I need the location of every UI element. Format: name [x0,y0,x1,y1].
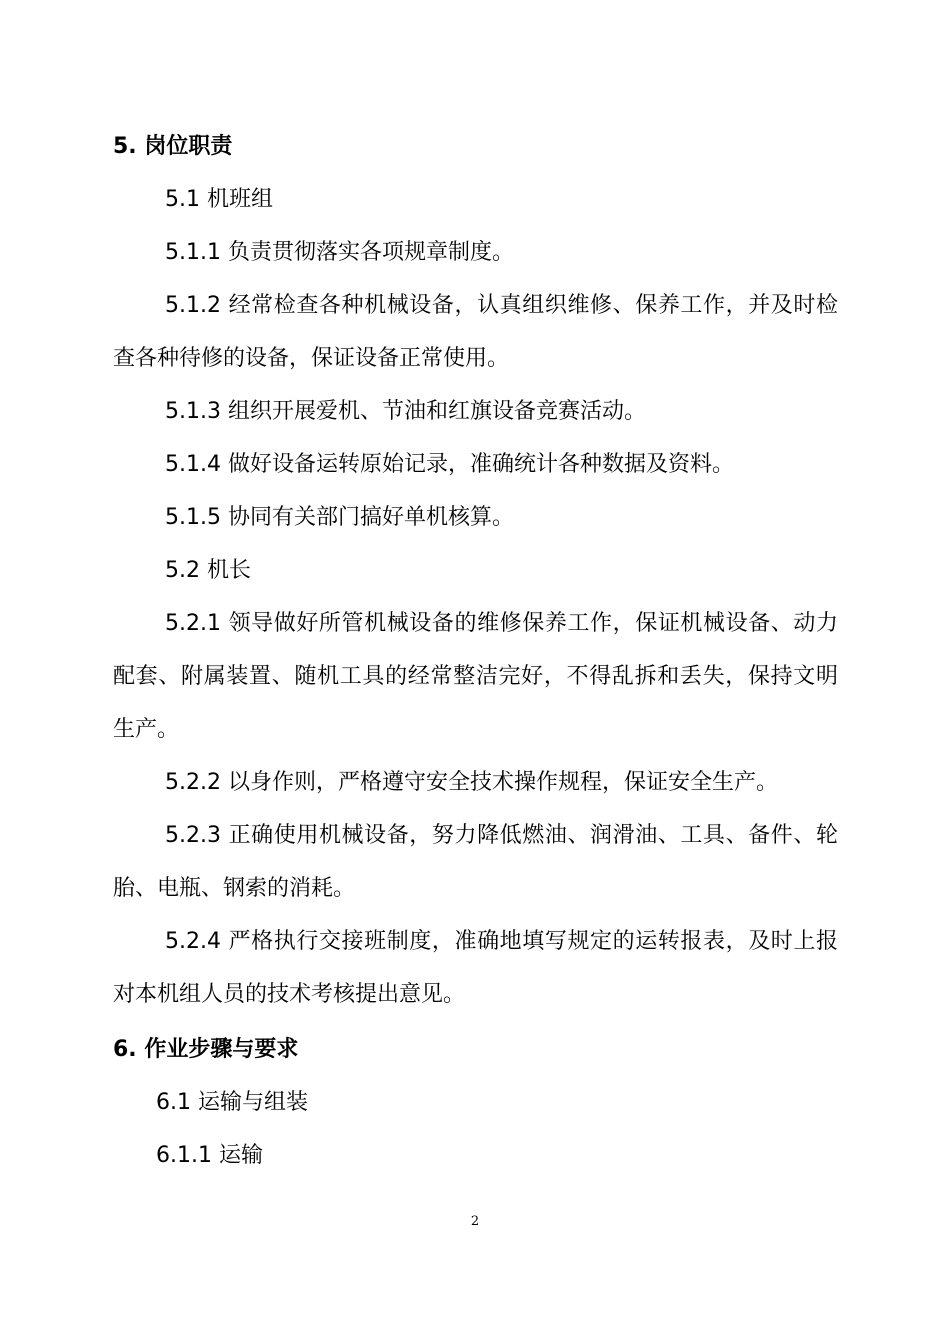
paragraph-5-1-1: 5.1.1 负责贯彻落实各项规章制度。 [165,240,514,265]
paragraph-5-2-1-line-1: 5.2.1 领导做好所管机械设备的维修保养工作，保证机械设备、动力 [165,611,838,636]
paragraph-5-2-1-line-3: 生产。 [113,717,180,742]
subsection-heading-6-1: 6.1 运输与组装 [156,1090,308,1115]
paragraph-5-2-3-line-1: 5.2.3 正确使用机械设备，努力降低燃油、润滑油、工具、备件、轮 [165,823,838,848]
subsection-heading-5-2: 5.2 机长 [165,558,251,583]
paragraph-5-2-2: 5.2.2 以身作则，严格遵守安全技术操作规程，保证安全生产。 [165,770,778,795]
subsection-heading-6-1-1: 6.1.1 运输 [156,1143,263,1168]
page-number: 2 [470,1214,480,1229]
paragraph-5-1-5: 5.1.5 协同有关部门搞好单机核算。 [165,505,514,530]
paragraph-5-1-2-line-2: 查各种待修的设备，保证设备正常使用。 [113,346,510,371]
paragraph-5-1-4: 5.1.4 做好设备运转原始记录，准确统计各种数据及资料。 [165,452,734,477]
paragraph-5-1-3: 5.1.3 组织开展爱机、节油和红旗设备竞赛活动。 [165,399,646,424]
paragraph-5-1-2-line-1: 5.1.2 经常检查各种机械设备，认真组织维修、保养工作，并及时检 [165,293,838,318]
paragraph-5-2-3-line-2: 胎、电瓶、钢索的消耗。 [113,876,356,901]
paragraph-5-2-1-line-2: 配套、附属装置、随机工具的经常整洁完好，不得乱拆和丢失，保持文明 [113,664,838,689]
paragraph-5-2-4-line-2: 对本机组人员的技术考核提出意见。 [113,982,466,1007]
section-heading-6: 6. 作业步骤与要求 [113,1037,299,1062]
paragraph-5-2-4-line-1: 5.2.4 严格执行交接班制度，准确地填写规定的运转报表，及时上报 [165,929,838,954]
section-heading-5: 5. 岗位职责 [113,134,233,159]
subsection-heading-5-1: 5.1 机班组 [165,187,273,212]
